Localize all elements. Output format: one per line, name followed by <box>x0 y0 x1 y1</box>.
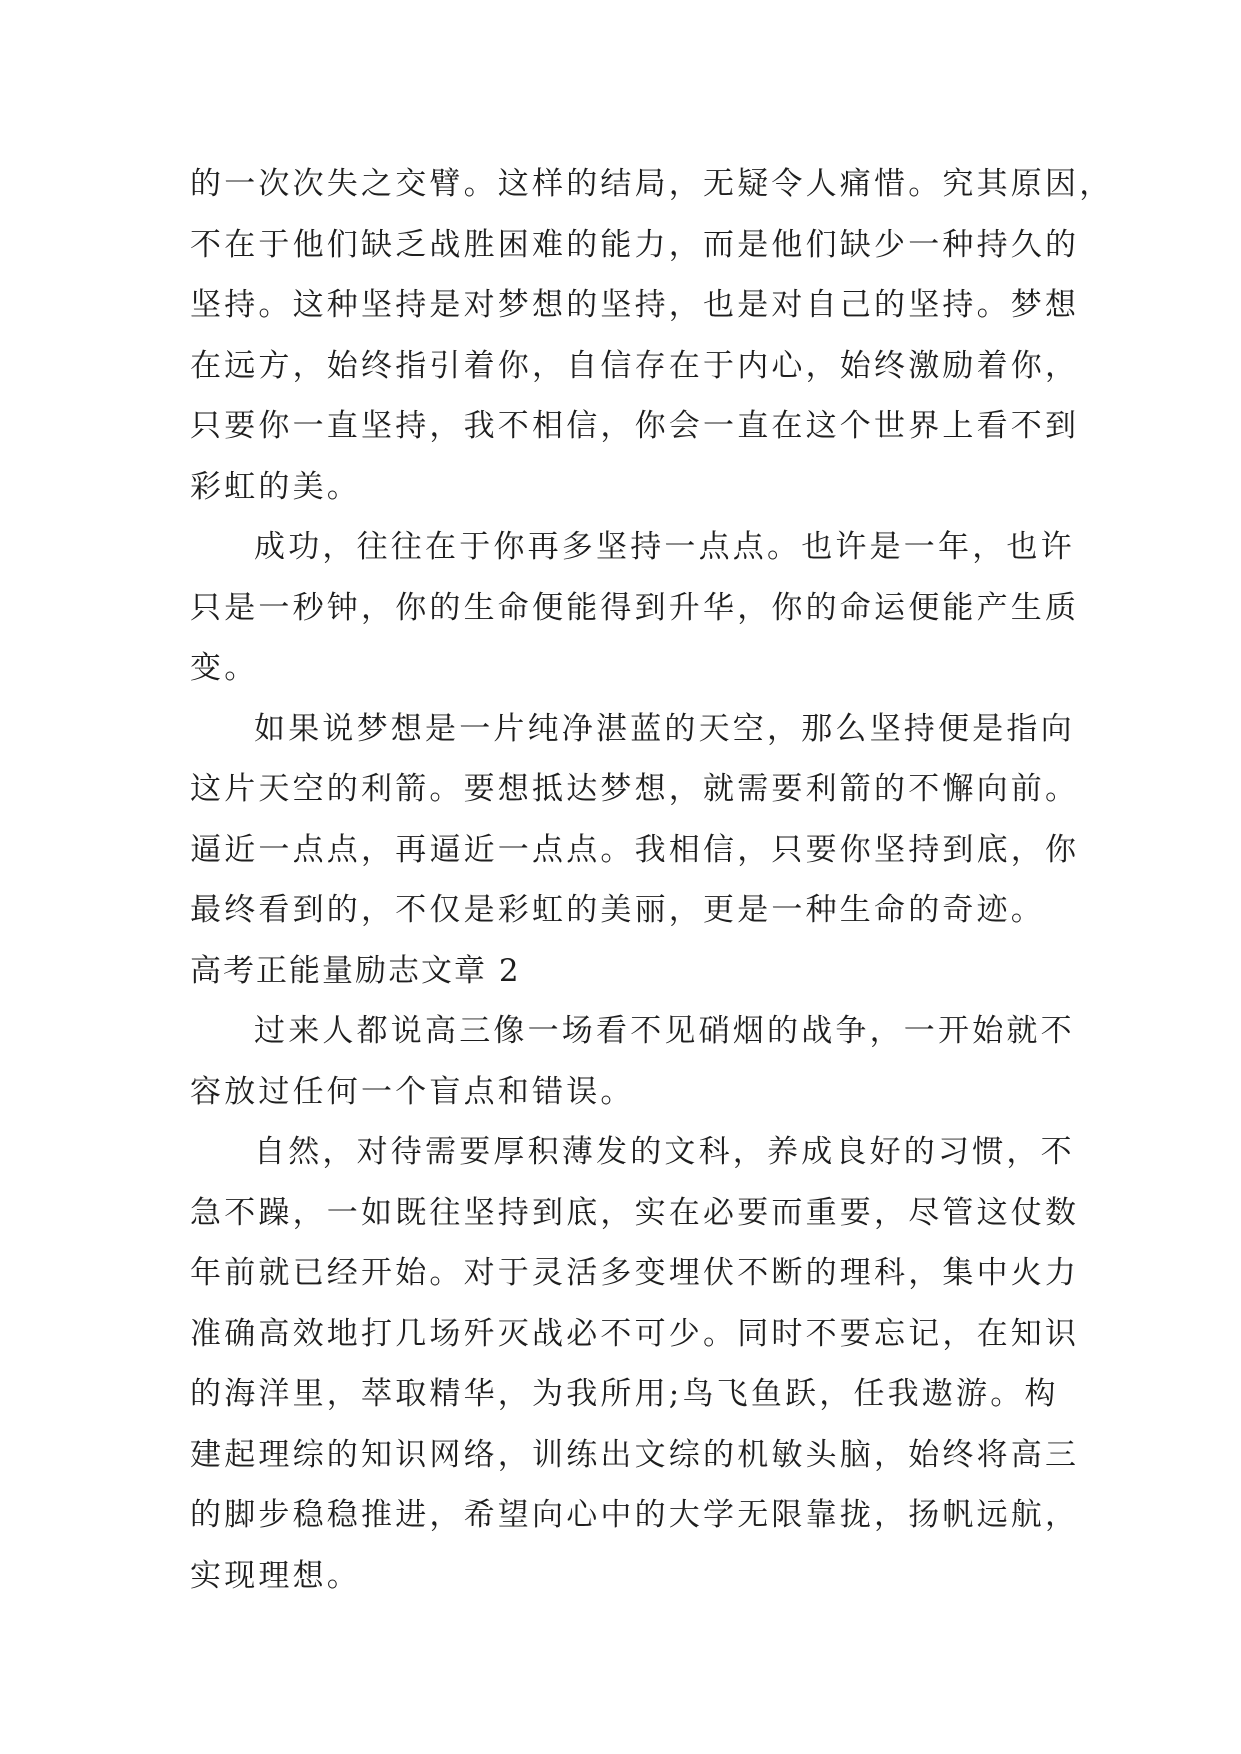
text-line: 准确高效地打几场歼灭战必不可少。同时不要忘记，在知识 <box>190 1315 1080 1352</box>
text-line: 这片天空的利箭。要想抵达梦想，就需要利箭的不懈向前。 <box>190 771 1080 807</box>
text-line: 的海洋里，萃取精华，为我所用;鸟飞鱼跃，任我遨游。构 <box>190 1376 1059 1412</box>
text-line: 实现理想。 <box>190 1557 361 1594</box>
text-line: 变。 <box>190 650 259 686</box>
text-line: 只是一秒钟，你的生命便能得到升华，你的命运便能产生质 <box>190 589 1080 626</box>
text-line: 逼近一点点，再逼近一点点。我相信，只要你坚持到底，你 <box>190 831 1080 868</box>
text-line: 的脚步稳稳推进，希望向心中的大学无限靠拢，扬帆远航， <box>190 1497 1080 1533</box>
text-line: 不在于他们缺乏战胜困难的能力，而是他们缺少一种持久的 <box>190 226 1080 263</box>
text-line: 容放过任何一个盲点和错误。 <box>190 1073 635 1110</box>
text-line: 只要你一直坚持，我不相信，你会一直在这个世界上看不到 <box>190 408 1080 444</box>
text-line: 急不躁，一如既往坚持到底，实在必要而重要，尽管这仗数 <box>190 1194 1080 1231</box>
text-line: 自然，对待需要厚积薄发的文科，养成良好的习惯，不 <box>254 1134 1075 1170</box>
text-line: 的一次次失之交臂。这样的结局，无疑令人痛惜。究其原因， <box>190 166 1114 202</box>
text-line: 坚持。这种坚持是对梦想的坚持，也是对自己的坚持。梦想 <box>190 287 1080 323</box>
text-line: 成功，往往在于你再多坚持一点点。也许是一年，也许 <box>254 529 1075 565</box>
paragraph-1 <box>190 154 1114 517</box>
paragraph-5 <box>190 1122 1080 1606</box>
text-line: 年前就已经开始。对于灵活多变埋伏不断的理科，集中火力 <box>190 1255 1080 1291</box>
paragraph-2 <box>190 517 1080 699</box>
text-line: 如果说梦想是一片纯净湛蓝的天空，那么坚持便是指向 <box>254 710 1075 747</box>
text-line: 过来人都说高三像一场看不见硝烟的战争，一开始就不 <box>254 1013 1075 1049</box>
paragraph-3 <box>190 699 1080 941</box>
section-heading <box>190 941 1060 1002</box>
document-body <box>190 154 1114 1606</box>
heading-text: 高考正能量励志文章 2 <box>190 952 521 989</box>
paragraph-4 <box>190 1001 1075 1122</box>
text-line: 最终看到的，不仅是彩虹的美丽，更是一种生命的奇迹。 <box>190 892 1045 928</box>
text-line: 建起理综的知识网络，训练出文综的机敏头脑，始终将高三 <box>190 1436 1080 1473</box>
text-line: 在远方，始终指引着你，自信存在于内心，始终激励着你， <box>190 347 1080 384</box>
text-line: 彩虹的美。 <box>190 468 361 505</box>
